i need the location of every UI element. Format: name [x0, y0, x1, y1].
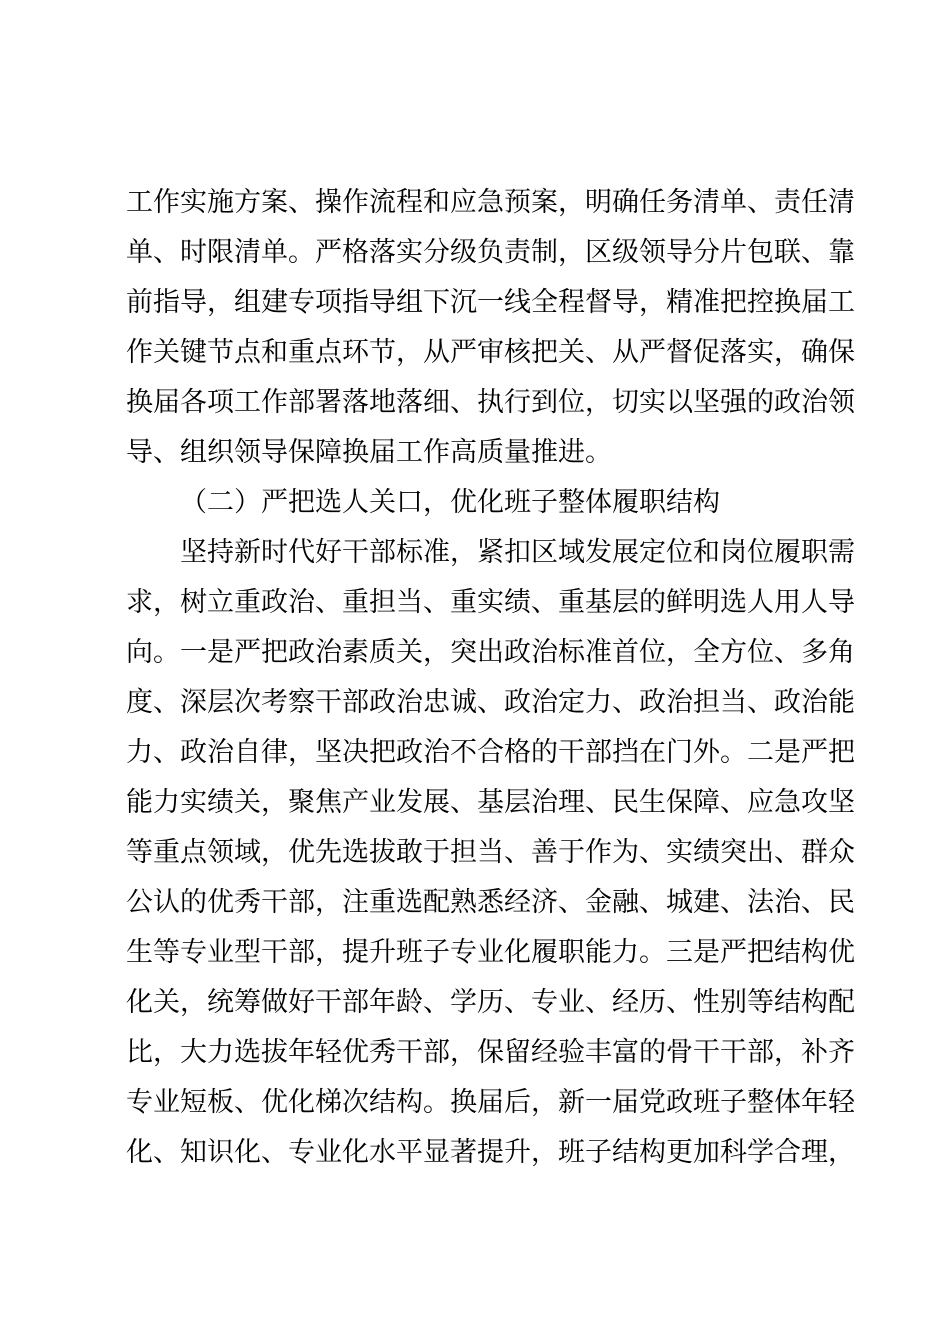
text-line: 等重点领域，优先选拔敢于担当、善于作为、实绩突出、群众: [126, 837, 855, 868]
text-line: 度、深层次考察干部政治忠诚、政治定力、政治担当、政治能: [126, 687, 855, 718]
text-line: 作关键节点和重点环节，从严审核把关、从严督促落实，确保: [126, 337, 855, 368]
text-line: 公认的优秀干部，注重选配熟悉经济、金融、城建、法治、民: [126, 887, 855, 918]
text-line: 坚持新时代好干部标准，紧扣区域发展定位和岗位履职需: [180, 537, 855, 568]
text-line: 前指导，组建专项指导组下沉一线全程督导，精准把控换届工: [126, 287, 855, 318]
text-line: 单、时限清单。严格落实分级负责制，区级领导分片包联、靠: [126, 237, 855, 268]
text-line: 工作实施方案、操作流程和应急预案，明确任务清单、责任清: [126, 187, 855, 218]
text-line: 导、组织领导保障换届工作高质量推进。: [126, 437, 612, 468]
text-line: 向。一是严把政治素质关，突出政治标准首位，全方位、多角: [126, 637, 855, 668]
text-line: 求，树立重政治、重担当、重实绩、重基层的鲜明选人用人导: [126, 587, 855, 618]
paragraph-2: [126, 528, 855, 1178]
text-line: 能力实绩关，聚焦产业发展、基层治理、民生保障、应急攻坚: [126, 787, 855, 818]
text-line: 化、知识化、专业化水平显著提升，班子结构更加科学合理，: [126, 1137, 855, 1168]
text-line: 生等专业型干部，提升班子专业化履职能力。三是严把结构优: [126, 937, 855, 968]
paragraph-1: [126, 178, 855, 478]
text-line: 换届各项工作部署落地落细、执行到位，切实以坚强的政治领: [126, 387, 855, 418]
section-heading: （二）严把选人关口，优化班子整体履职结构: [180, 487, 720, 518]
text-line: 比，大力选拔年轻优秀干部，保留经验丰富的骨干干部，补齐: [126, 1037, 855, 1068]
text-line: 专业短板、优化梯次结构。换届后，新一届党政班子整体年轻: [126, 1087, 855, 1118]
text-line: 化关，统筹做好干部年龄、学历、专业、经历、性别等结构配: [126, 987, 855, 1018]
section-heading-block: [126, 478, 832, 528]
text-line: 力、政治自律，坚决把政治不合格的干部挡在门外。二是严把: [126, 737, 855, 768]
